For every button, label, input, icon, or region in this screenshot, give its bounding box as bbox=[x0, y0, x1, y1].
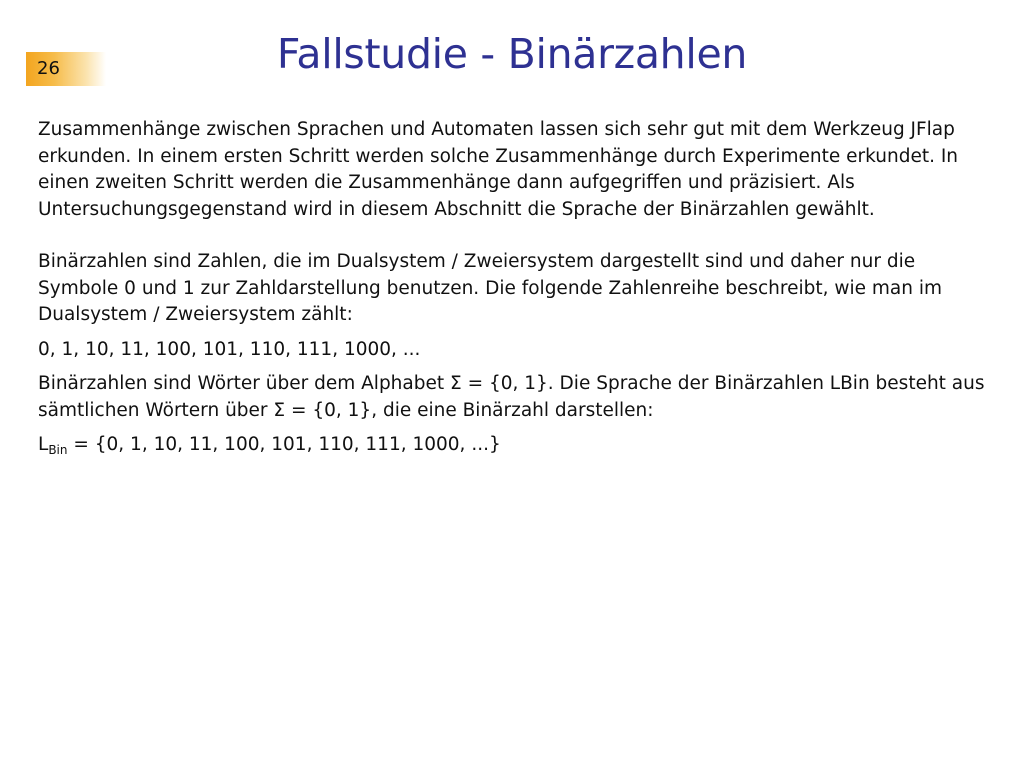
binary-sequence: 0, 1, 10, 11, 100, 101, 110, 111, 1000, ... bbox=[38, 338, 421, 360]
language-symbol: L bbox=[38, 434, 49, 455]
intro-paragraph: Zusammenhänge zwischen Sprachen und Automaten lassen sich sehr gut mit dem Werkzeug JFlap erkunden. In einem ersten Schritt werden solche Zusammenhänge durch Experimente erkundet. In einen zweiten Schritt werden die Zusammenhänge dann aufgegriffen und präzisiert. Als Untersuchungsgegenstand wird in diesem Abschnitt die Sprache der Binärzahlen gewählt. bbox=[38, 119, 959, 220]
slide-title: Fallstudie - Binärzahlen bbox=[276, 30, 748, 78]
language-definition bbox=[38, 432, 998, 459]
definition-paragraph: Binärzahlen sind Zahlen, die im Dualsystem / Zweiersystem dargestellt sind und daher nur die Symbole 0 und 1 zur Zahldarstellung benutzen. Die folgende Zahlenreihe beschreibt, wie man im Dualsystem / Zweiersystem zählt: bbox=[38, 251, 943, 325]
language-subscript: Bin bbox=[48, 443, 68, 457]
alphabet-paragraph: Binärzahlen sind Wörter über dem Alphabet Σ = {0, 1}. Die Sprache der Binärzahlen LBin besteht aus sämtlichen Wörtern über Σ = {0, 1}, die eine Binärzahl darstellen: bbox=[38, 373, 985, 421]
slide-number: 26 bbox=[37, 58, 60, 79]
language-set: = {0, 1, 10, 11, 100, 101, 110, 111, 1000, ...} bbox=[67, 434, 501, 455]
slide-content bbox=[38, 117, 998, 459]
